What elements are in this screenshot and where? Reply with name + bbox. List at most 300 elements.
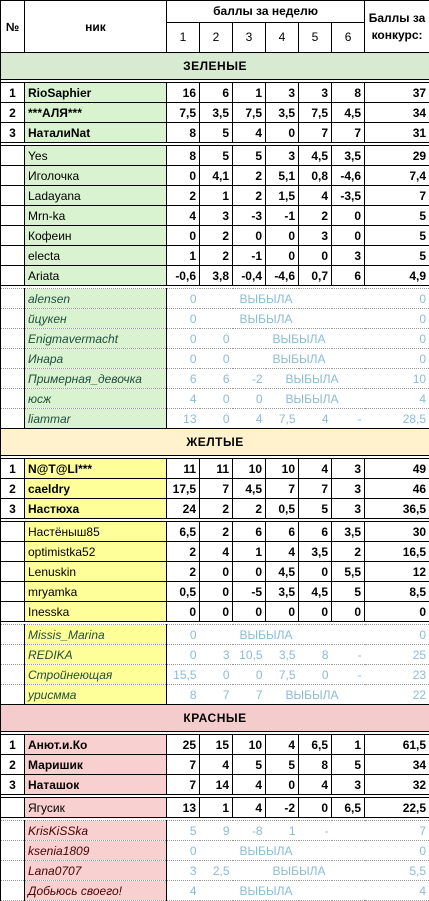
- table-row-top: [1, 735, 429, 755]
- week-3-cell: 0: [233, 389, 266, 409]
- week-2-cell: 1: [200, 186, 233, 206]
- total-cell: 16,5: [365, 542, 429, 562]
- week-1-cell: -0,6: [167, 266, 200, 286]
- week-4-cell: 6: [266, 522, 299, 542]
- total-cell: 0: [365, 349, 429, 369]
- nick-cell: НаталиNat: [25, 123, 167, 143]
- week-6-cell: 6,5: [332, 798, 365, 818]
- week-1-cell: 0: [167, 841, 200, 861]
- week-5-cell: 4,5: [299, 582, 332, 602]
- header-number: №: [1, 1, 25, 53]
- week-1-cell: 15,5: [167, 665, 200, 685]
- week-5-cell: 2: [299, 206, 332, 226]
- header-week-6: 6: [332, 22, 365, 52]
- nick-cell: Стройнеющая: [25, 665, 167, 685]
- week-1-cell: 13: [167, 409, 200, 429]
- rank-cell: [1, 409, 25, 429]
- week-1-cell: 0: [167, 166, 200, 186]
- header-total: Баллы за конкурс:: [365, 1, 429, 53]
- week-3-cell: 0: [233, 602, 266, 622]
- rank-cell: [1, 369, 25, 389]
- nick-cell: Mrn-ka: [25, 206, 167, 226]
- rank-cell: [1, 329, 25, 349]
- nick-cell: Missis_Marina: [25, 625, 167, 645]
- table-row-top: [1, 499, 429, 519]
- week-1-cell: 4: [167, 389, 200, 409]
- week-4-cell: 0: [266, 602, 299, 622]
- week-5-cell: 4: [299, 409, 332, 429]
- rank-cell: [1, 685, 25, 705]
- rank-cell: [1, 562, 25, 582]
- week-4-cell: 3,5: [266, 645, 299, 665]
- week-1-cell: 8: [167, 685, 200, 705]
- week-2-cell: 0: [200, 409, 233, 429]
- week-1-cell: 25: [167, 735, 200, 755]
- week-1-cell: 3: [167, 861, 200, 881]
- week-4-cell: 0,5: [266, 499, 299, 519]
- total-cell: 0: [365, 841, 429, 861]
- week-4-cell: 3,5: [266, 582, 299, 602]
- week-6-cell: -: [332, 645, 365, 665]
- week-6-cell: 4,5: [332, 103, 365, 123]
- week-2-cell: 3,5: [200, 103, 233, 123]
- total-cell: 29: [365, 146, 429, 166]
- week-6-cell: 1: [332, 735, 365, 755]
- week-3-cell: 5: [233, 146, 266, 166]
- week-3-cell: 2: [233, 499, 266, 519]
- nick-cell: Yes: [25, 146, 167, 166]
- week-1-cell: 2: [167, 542, 200, 562]
- week-1-cell: 13: [167, 798, 200, 818]
- rank-cell: [1, 266, 25, 286]
- week-1-cell: 8: [167, 146, 200, 166]
- scoreboard-body: [1, 53, 429, 901]
- table-row-dropped: [1, 349, 429, 369]
- section-title: КРАСНЫЕ: [1, 705, 429, 732]
- week-1-cell: 1: [167, 246, 200, 266]
- table-row: [1, 542, 429, 562]
- rank-cell: [1, 798, 25, 818]
- week-5-cell: 0: [299, 562, 332, 582]
- dropped-label: ВЫБЫЛА: [200, 625, 365, 645]
- table-row: [1, 246, 429, 266]
- week-1-cell: 0: [167, 645, 200, 665]
- nick-cell: Ariata: [25, 266, 167, 286]
- week-2-cell: 2,5: [200, 861, 233, 881]
- week-5-cell: 5: [299, 499, 332, 519]
- week-4-cell: 7,5: [266, 665, 299, 685]
- week-1-cell: 4: [167, 881, 200, 901]
- week-2-cell: 5: [200, 146, 233, 166]
- week-5-cell: 4: [299, 775, 332, 795]
- week-2-cell: 7: [200, 685, 233, 705]
- week-6-cell: 8: [332, 83, 365, 103]
- week-3-cell: 7: [233, 685, 266, 705]
- week-6-cell: 3: [332, 459, 365, 479]
- section-red: [1, 705, 429, 732]
- week-3-cell: 2: [233, 166, 266, 186]
- rank-cell: 2: [1, 103, 25, 123]
- nick-cell: Inesska: [25, 602, 167, 622]
- table-row-dropped: [1, 841, 429, 861]
- week-6-cell: 5,5: [332, 562, 365, 582]
- week-1-cell: 0: [167, 329, 200, 349]
- table-row-top: [1, 755, 429, 775]
- week-2-cell: 11: [200, 459, 233, 479]
- total-cell: 0: [365, 602, 429, 622]
- week-5-cell: 0,8: [299, 166, 332, 186]
- week-6-cell: 0: [332, 226, 365, 246]
- week-4-cell: 4: [266, 542, 299, 562]
- week-4-cell: -1: [266, 206, 299, 226]
- dropped-label: ВЫБЫЛА: [266, 389, 365, 409]
- week-4-cell: 10: [266, 459, 299, 479]
- week-2-cell: 0: [200, 349, 233, 369]
- total-cell: 7: [365, 186, 429, 206]
- dropped-label: ВЫБЫЛА: [266, 685, 365, 705]
- week-5-cell: 0: [299, 798, 332, 818]
- rank-cell: [1, 309, 25, 329]
- week-6-cell: 3: [332, 499, 365, 519]
- rank-cell: [1, 582, 25, 602]
- week-5-cell: 8: [299, 755, 332, 775]
- week-3-cell: 4: [233, 409, 266, 429]
- dropped-label: ВЫБЫЛА: [233, 329, 365, 349]
- rank-cell: [1, 522, 25, 542]
- week-6-cell: -: [332, 665, 365, 685]
- total-cell: 5: [365, 226, 429, 246]
- total-cell: 34: [365, 755, 429, 775]
- nick-cell: optimistka52: [25, 542, 167, 562]
- week-4-cell: 7,5: [266, 409, 299, 429]
- week-2-cell: 0: [200, 665, 233, 685]
- week-1-cell: 5: [167, 821, 200, 841]
- week-5-cell: 4: [299, 459, 332, 479]
- header-week-2: 2: [200, 22, 233, 52]
- week-1-cell: 0: [167, 289, 200, 309]
- nick-cell: ***АЛЯ***: [25, 103, 167, 123]
- nick-cell: liammar: [25, 409, 167, 429]
- nick-cell: N@T@LI***: [25, 459, 167, 479]
- week-6-cell: 6: [332, 266, 365, 286]
- dropped-label: ВЫБЫЛА: [200, 289, 365, 309]
- week-3-cell: -8: [233, 821, 266, 841]
- rank-cell: 3: [1, 499, 25, 519]
- week-1-cell: 8: [167, 123, 200, 143]
- rank-cell: 3: [1, 775, 25, 795]
- week-1-cell: 4: [167, 206, 200, 226]
- total-cell: 5: [365, 206, 429, 226]
- section-title: ЖЕЛТЫЕ: [1, 429, 429, 456]
- rank-cell: [1, 186, 25, 206]
- week-2-cell: 3: [200, 645, 233, 665]
- week-4-cell: 3,5: [266, 103, 299, 123]
- week-5-cell: 0: [299, 665, 332, 685]
- dropped-label: ВЫБЫЛА: [233, 349, 365, 369]
- table-row: [1, 226, 429, 246]
- week-3-cell: -5: [233, 582, 266, 602]
- week-4-cell: 7: [266, 479, 299, 499]
- header-weeks-title: баллы за неделю: [167, 1, 365, 23]
- week-2-cell: 2: [200, 522, 233, 542]
- week-4-cell: 0: [266, 246, 299, 266]
- week-6-cell: 3,5: [332, 522, 365, 542]
- nick-cell: mryamka: [25, 582, 167, 602]
- week-3-cell: -0,4: [233, 266, 266, 286]
- week-5-cell: 3: [299, 226, 332, 246]
- nick-cell: RioSaphier: [25, 83, 167, 103]
- rank-cell: [1, 881, 25, 901]
- week-1-cell: 7,5: [167, 103, 200, 123]
- header-week-5: 5: [299, 22, 332, 52]
- week-2-cell: 14: [200, 775, 233, 795]
- total-cell: 0: [365, 625, 429, 645]
- week-6-cell: 0: [332, 206, 365, 226]
- week-2-cell: 4,1: [200, 166, 233, 186]
- nick-cell: Lenuskin: [25, 562, 167, 582]
- week-2-cell: 15: [200, 735, 233, 755]
- rank-cell: [1, 206, 25, 226]
- total-cell: 30: [365, 522, 429, 542]
- table-row: [1, 582, 429, 602]
- week-5-cell: 6,5: [299, 735, 332, 755]
- rank-cell: [1, 166, 25, 186]
- total-cell: 4: [365, 881, 429, 901]
- rank-cell: [1, 246, 25, 266]
- week-2-cell: 2: [200, 246, 233, 266]
- table-row: [1, 146, 429, 166]
- rank-cell: [1, 542, 25, 562]
- table-row-dropped: [1, 625, 429, 645]
- rank-cell: [1, 389, 25, 409]
- rank-cell: [1, 226, 25, 246]
- nick-cell: Ladayana: [25, 186, 167, 206]
- week-4-cell: 5: [266, 755, 299, 775]
- week-3-cell: 4,5: [233, 479, 266, 499]
- dropped-label: ВЫБЫЛА: [200, 841, 365, 861]
- week-3-cell: -2: [233, 369, 266, 389]
- total-cell: 37: [365, 83, 429, 103]
- week-6-cell: 5: [332, 755, 365, 775]
- rank-cell: 2: [1, 755, 25, 775]
- week-6-cell: 3,5: [332, 146, 365, 166]
- week-3-cell: 4: [233, 798, 266, 818]
- table-row-dropped: [1, 665, 429, 685]
- week-3-cell: -3: [233, 206, 266, 226]
- total-cell: 22,5: [365, 798, 429, 818]
- rank-cell: [1, 602, 25, 622]
- week-3-cell: 1: [233, 83, 266, 103]
- nick-cell: caeldry: [25, 479, 167, 499]
- table-row-dropped: [1, 289, 429, 309]
- table-row: [1, 166, 429, 186]
- week-3-cell: 6: [233, 522, 266, 542]
- section-title: ЗЕЛЕНЫЕ: [1, 53, 429, 80]
- week-3-cell: -1: [233, 246, 266, 266]
- table-row-top: [1, 479, 429, 499]
- nick-cell: alensen: [25, 289, 167, 309]
- total-cell: 4: [365, 389, 429, 409]
- week-2-cell: 3,8: [200, 266, 233, 286]
- week-4-cell: 1,5: [266, 186, 299, 206]
- rank-cell: 1: [1, 459, 25, 479]
- week-6-cell: 3: [332, 775, 365, 795]
- week-5-cell: 3: [299, 83, 332, 103]
- week-3-cell: 4: [233, 775, 266, 795]
- week-5-cell: 0: [299, 246, 332, 266]
- table-row-dropped: [1, 861, 429, 881]
- week-6-cell: -: [332, 409, 365, 429]
- header-nick: ник: [25, 1, 167, 53]
- week-6-cell: [332, 821, 365, 841]
- table-row-dropped: [1, 409, 429, 429]
- week-2-cell: 2: [200, 499, 233, 519]
- week-5-cell: 7: [299, 479, 332, 499]
- week-6-cell: -4,6: [332, 166, 365, 186]
- total-cell: 5: [365, 246, 429, 266]
- table-row-dropped: [1, 389, 429, 409]
- week-6-cell: -3,5: [332, 186, 365, 206]
- nick-cell: Инара: [25, 349, 167, 369]
- nick-cell: йцукен: [25, 309, 167, 329]
- week-4-cell: 4: [266, 735, 299, 755]
- header-week-4: 4: [266, 22, 299, 52]
- week-2-cell: 6: [200, 83, 233, 103]
- week-4-cell: 1: [266, 821, 299, 841]
- table-row: [1, 602, 429, 622]
- rank-cell: [1, 625, 25, 645]
- week-3-cell: 5: [233, 755, 266, 775]
- week-3-cell: 2: [233, 186, 266, 206]
- week-6-cell: 3: [332, 246, 365, 266]
- dropped-label: ВЫБЫЛА: [233, 861, 365, 881]
- table-row-top: [1, 123, 429, 143]
- table-row: [1, 266, 429, 286]
- week-4-cell: 4,5: [266, 562, 299, 582]
- section-green: [1, 53, 429, 80]
- total-cell: 25: [365, 645, 429, 665]
- total-cell: 23: [365, 665, 429, 685]
- nick-cell: Lana0707: [25, 861, 167, 881]
- table-row-top: [1, 83, 429, 103]
- nick-cell: Примерная_девочка: [25, 369, 167, 389]
- nick-cell: REDIKA: [25, 645, 167, 665]
- table-row-top: [1, 459, 429, 479]
- week-3-cell: 0: [233, 226, 266, 246]
- total-cell: 49: [365, 459, 429, 479]
- table-row-top: [1, 775, 429, 795]
- week-1-cell: 2: [167, 562, 200, 582]
- week-1-cell: 7: [167, 775, 200, 795]
- dropped-label: ВЫБЫЛА: [266, 369, 365, 389]
- week-5-cell: 0,7: [299, 266, 332, 286]
- table-row-dropped: [1, 369, 429, 389]
- nick-cell: ksenia1809: [25, 841, 167, 861]
- week-5-cell: 4: [299, 186, 332, 206]
- week-1-cell: 0: [167, 625, 200, 645]
- rank-cell: [1, 349, 25, 369]
- week-3-cell: 4: [233, 123, 266, 143]
- week-1-cell: 7: [167, 755, 200, 775]
- week-1-cell: 11: [167, 459, 200, 479]
- nick-cell: Анют.и.Ко: [25, 735, 167, 755]
- nick-cell: Enigmavermacht: [25, 329, 167, 349]
- rank-cell: 3: [1, 123, 25, 143]
- total-cell: 8,5: [365, 582, 429, 602]
- rank-cell: [1, 841, 25, 861]
- total-cell: 10: [365, 369, 429, 389]
- nick-cell: Маришик: [25, 755, 167, 775]
- nick-cell: Иголочка: [25, 166, 167, 186]
- nick-cell: Ягусик: [25, 798, 167, 818]
- table-row-dropped: [1, 821, 429, 841]
- week-2-cell: 0: [200, 329, 233, 349]
- week-2-cell: 4: [200, 755, 233, 775]
- week-5-cell: -: [299, 821, 332, 841]
- week-2-cell: 3: [200, 206, 233, 226]
- week-3-cell: 0: [233, 665, 266, 685]
- table-row-dropped: [1, 881, 429, 901]
- week-6-cell: 5: [332, 582, 365, 602]
- week-1-cell: 16: [167, 83, 200, 103]
- nick-cell: юсж: [25, 389, 167, 409]
- total-cell: 36,5: [365, 499, 429, 519]
- dropped-label: ВЫБЫЛА: [200, 309, 365, 329]
- week-6-cell: 0: [332, 602, 365, 622]
- week-4-cell: 5,1: [266, 166, 299, 186]
- week-3-cell: 7,5: [233, 103, 266, 123]
- week-4-cell: 0: [266, 775, 299, 795]
- week-2-cell: 0: [200, 602, 233, 622]
- week-5-cell: 7,5: [299, 103, 332, 123]
- table-row-dropped: [1, 645, 429, 665]
- table-row: [1, 186, 429, 206]
- total-cell: 46: [365, 479, 429, 499]
- rank-cell: 2: [1, 479, 25, 499]
- table-row: [1, 522, 429, 542]
- rank-cell: [1, 146, 25, 166]
- table-row: [1, 562, 429, 582]
- week-4-cell: 0: [266, 226, 299, 246]
- header-week-1: 1: [167, 22, 200, 52]
- week-3-cell: 10: [233, 459, 266, 479]
- week-1-cell: 0: [167, 309, 200, 329]
- week-2-cell: 4: [200, 542, 233, 562]
- week-6-cell: 2: [332, 542, 365, 562]
- week-6-cell: 3: [332, 479, 365, 499]
- rank-cell: [1, 821, 25, 841]
- week-3-cell: 1: [233, 542, 266, 562]
- week-1-cell: 0: [167, 349, 200, 369]
- week-2-cell: 5: [200, 123, 233, 143]
- week-1-cell: 2: [167, 186, 200, 206]
- week-2-cell: 6: [200, 369, 233, 389]
- total-cell: 28,5: [365, 409, 429, 429]
- week-4-cell: 0: [266, 123, 299, 143]
- header-week-3: 3: [233, 22, 266, 52]
- total-cell: 0: [365, 309, 429, 329]
- table-row: [1, 798, 429, 818]
- table-row-dropped: [1, 329, 429, 349]
- week-2-cell: 2: [200, 226, 233, 246]
- nick-cell: Настюха: [25, 499, 167, 519]
- total-cell: 0: [365, 289, 429, 309]
- week-1-cell: 0,5: [167, 582, 200, 602]
- week-1-cell: 0: [167, 226, 200, 246]
- week-1-cell: 6,5: [167, 522, 200, 542]
- dropped-label: ВЫБЫЛА: [200, 881, 365, 901]
- week-5-cell: 4,5: [299, 146, 332, 166]
